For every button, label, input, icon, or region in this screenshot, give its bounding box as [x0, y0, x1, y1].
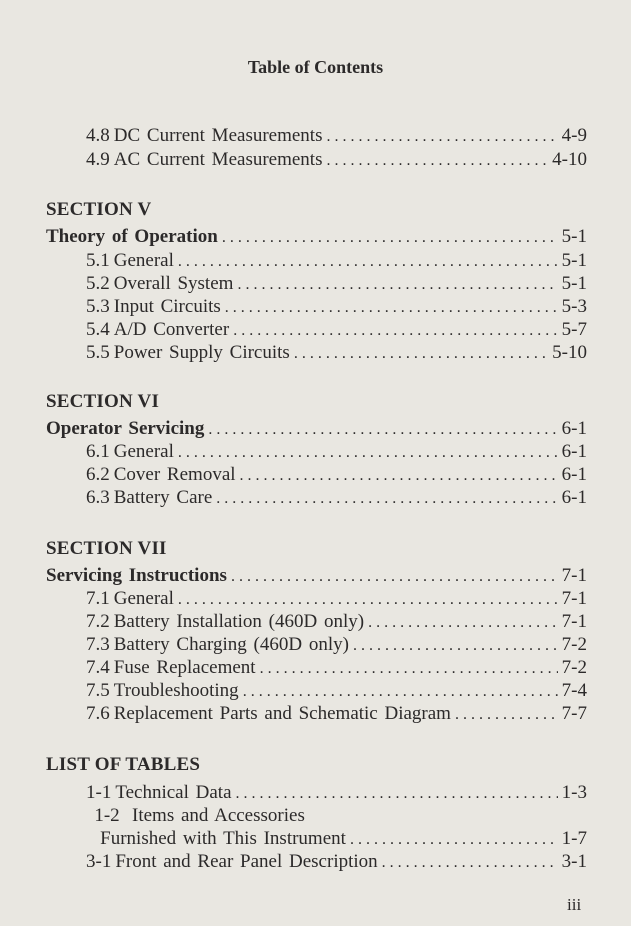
- section-heading: SECTION VII: [46, 538, 167, 559]
- dot-leader: [243, 683, 558, 701]
- entry-number: 5.5: [86, 342, 110, 363]
- entry-page: 5-3: [561, 296, 587, 317]
- entry-number: 7.5: [86, 680, 110, 701]
- entry-label: Items and Accessories: [132, 805, 305, 826]
- dot-leader: [294, 345, 548, 363]
- entry-label: Replacement Parts and Schematic Diagram: [113, 703, 451, 724]
- dot-leader: [353, 637, 558, 655]
- entry-label: AC Current Measurements: [113, 149, 323, 170]
- toc-entry[interactable]: [46, 125, 587, 149]
- section-heading: SECTION VI: [46, 391, 160, 412]
- entry-label: Input Circuits: [113, 296, 221, 317]
- dot-leader: [222, 229, 558, 247]
- toc-entry[interactable]: [46, 342, 587, 366]
- entry-number: 5.3: [86, 296, 110, 317]
- entry-page: 7-7: [561, 703, 587, 724]
- entry-page: 6-1: [561, 441, 587, 462]
- dot-leader: [178, 591, 558, 609]
- entry-label: Fuse Replacement: [113, 657, 256, 678]
- entry-number: 5.4: [86, 319, 110, 340]
- toc-entry[interactable]: [46, 851, 587, 875]
- dot-leader: [382, 854, 558, 872]
- dot-leader: [231, 568, 558, 586]
- dot-leader: [260, 660, 558, 678]
- entry-page: 5-1: [561, 226, 587, 247]
- entry-number: 7.4: [86, 657, 110, 678]
- toc-entry[interactable]: [46, 588, 587, 612]
- entry-label: Battery Charging (460D only): [113, 634, 349, 655]
- page-title: Table of Contents: [247, 57, 384, 77]
- dot-leader: [225, 299, 558, 317]
- entry-page: 7-2: [561, 634, 587, 655]
- entry-label: Overall System: [113, 273, 234, 294]
- toc-entry[interactable]: [46, 319, 587, 343]
- entry-page: 6-1: [561, 464, 587, 485]
- entry-label: Power Supply Circuits: [113, 342, 290, 363]
- entry-number: 7.6: [86, 703, 110, 724]
- entry-label: Cover Removal: [113, 464, 236, 485]
- entry-label: Front and Rear Panel Description: [115, 851, 378, 872]
- section-title: Operator Servicing: [46, 418, 205, 439]
- entry-number: 1-1: [86, 782, 112, 803]
- toc-entry-continued[interactable]: [46, 828, 587, 852]
- entry-number: 3-1: [86, 851, 112, 872]
- entry-label: Technical Data: [115, 782, 232, 803]
- section-title: Theory of Operation: [46, 226, 218, 247]
- toc-entry[interactable]: [46, 487, 587, 511]
- dot-leader: [368, 614, 558, 632]
- entry-number: 6.2: [86, 464, 110, 485]
- dot-leader: [178, 253, 558, 271]
- entry-page: 6-1: [561, 487, 587, 508]
- toc-entry[interactable]: [46, 805, 587, 829]
- entry-number: 4.9: [86, 149, 110, 170]
- dot-leader: [216, 490, 557, 508]
- entry-page: 7-1: [561, 588, 587, 609]
- entry-page: 7-2: [561, 657, 587, 678]
- entry-number: 5.2: [86, 273, 110, 294]
- entry-page: 1-7: [561, 828, 587, 849]
- dot-leader: [455, 706, 558, 724]
- toc-entry[interactable]: [46, 703, 587, 727]
- toc-section-title[interactable]: [46, 418, 587, 442]
- entry-number: 7.2: [86, 611, 110, 632]
- toc-entry[interactable]: [46, 782, 587, 806]
- entry-number: 6.3: [86, 487, 110, 508]
- dot-leader: [237, 276, 557, 294]
- page-number: iii: [567, 895, 582, 914]
- entry-label: Troubleshooting: [113, 680, 239, 701]
- entry-label: General: [113, 250, 174, 271]
- entry-label: General: [113, 588, 174, 609]
- entry-number: 5.1: [86, 250, 110, 271]
- entry-number: 7.3: [86, 634, 110, 655]
- entry-page: 7-1: [561, 565, 587, 586]
- entry-label: Battery Installation (460D only): [113, 611, 365, 632]
- entry-label: General: [113, 441, 174, 462]
- toc-entry[interactable]: [46, 611, 587, 635]
- section-heading: SECTION V: [46, 199, 152, 220]
- toc-entry[interactable]: [46, 464, 587, 488]
- entry-page: 4-10: [552, 149, 587, 170]
- entry-page: 1-3: [561, 782, 587, 803]
- entry-page: 3-1: [561, 851, 587, 872]
- toc-entry[interactable]: [46, 296, 587, 320]
- toc-entry[interactable]: [46, 680, 587, 704]
- entry-number: 1-2: [94, 805, 120, 826]
- entry-page: 7-4: [561, 680, 587, 701]
- section-title: Servicing Instructions: [46, 565, 227, 586]
- entry-label: DC Current Measurements: [113, 125, 323, 146]
- entry-page: 5-7: [561, 319, 587, 340]
- dot-leader: [350, 831, 558, 849]
- entry-label: Furnished with This Instrument: [100, 828, 346, 849]
- entry-page: 5-10: [552, 342, 587, 363]
- entry-page: 7-1: [561, 611, 587, 632]
- entry-number: 6.1: [86, 441, 110, 462]
- dot-leader: [236, 785, 558, 803]
- toc-section-title[interactable]: [46, 565, 587, 589]
- toc-entry[interactable]: [46, 441, 587, 465]
- toc-entry[interactable]: [46, 657, 587, 681]
- entry-number: 7.1: [86, 588, 110, 609]
- dot-leader: [178, 444, 558, 462]
- dot-leader: [233, 322, 557, 340]
- entry-number: 4.8: [86, 125, 110, 146]
- toc-entry[interactable]: [46, 273, 587, 297]
- dot-leader: [208, 421, 557, 439]
- section-heading: LIST OF TABLES: [46, 754, 201, 775]
- toc-entry[interactable]: [46, 250, 587, 274]
- dot-leader: [326, 128, 557, 146]
- entry-label: Battery Care: [113, 487, 213, 508]
- toc-entry[interactable]: [46, 149, 587, 173]
- toc-section-title[interactable]: [46, 226, 587, 250]
- entry-label: A/D Converter: [113, 319, 230, 340]
- entry-page: 5-1: [561, 250, 587, 271]
- dot-leader: [326, 152, 548, 170]
- entry-page: 6-1: [561, 418, 587, 439]
- entry-page: 4-9: [561, 125, 587, 146]
- toc-entry[interactable]: [46, 634, 587, 658]
- dot-leader: [240, 467, 558, 485]
- entry-page: 5-1: [561, 273, 587, 294]
